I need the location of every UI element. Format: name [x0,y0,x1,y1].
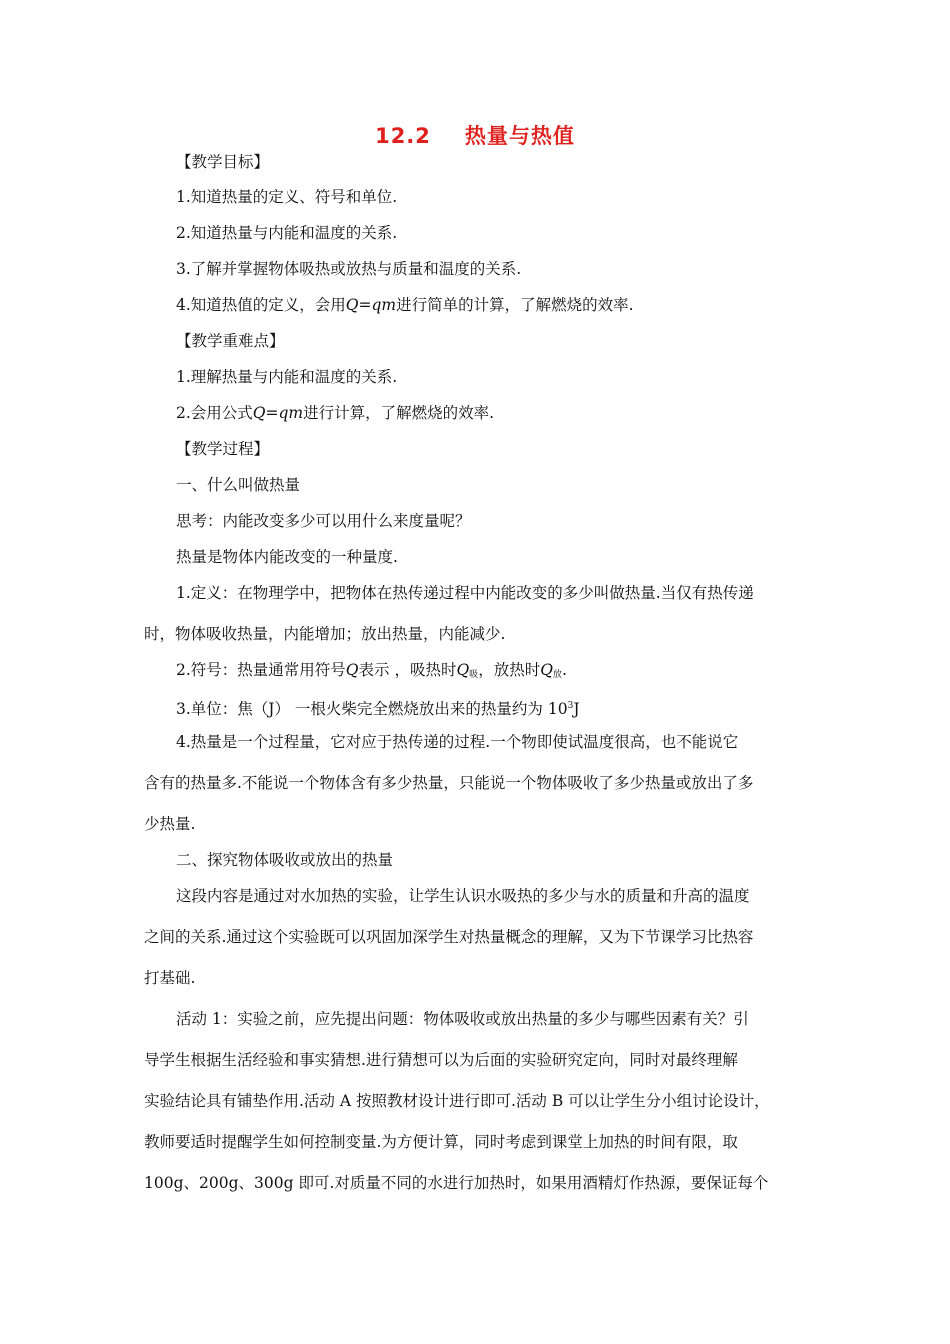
paragraph-line: 导学生根据生活经验和事实猜想.进行猜想可以为后面的实验研究定向，同时对最终理解 [144,1051,738,1069]
symbol-q: Q [345,661,359,679]
paragraph-line: 之间的关系.通过这个实验既可以巩固加深学生对热量概念的理解，又为下节课学习比热容 [144,928,754,946]
definition-line: 1.定义：在物理学中，把物体在热传递过程中内能改变的多少叫做热量.当仅有热传递 [176,584,754,602]
exponent: 3 [567,701,574,711]
subscript-release: 放 [552,670,562,680]
definition-line: 时，物体吸收热量，内能增加；放出热量，内能减少. [144,625,506,643]
goal-item: 2.知道热量与内能和温度的关系. [176,224,398,242]
symbol-end: . [561,661,567,679]
subscript-absorb: 吸 [469,670,479,680]
key-point-item: 1.理解热量与内能和温度的关系. [176,368,398,386]
symbol-line [176,660,567,685]
goal-item: 1.知道热量的定义、符号和单位. [176,188,398,206]
unit-line [176,696,580,719]
part2-title: 二、探究物体吸收或放出的热量 [176,851,394,869]
measure-statement: 热量是物体内能改变的一种量度. [176,548,398,566]
symbol-q: Q [540,661,553,679]
part1-title: 一、什么叫做热量 [176,476,301,494]
symbol-text-c: ，放热时 [478,661,541,679]
key2-text-b: 进行计算，了解燃烧的效率. [303,404,495,422]
goal4-text-b: 进行简单的计算，了解燃烧的效率. [396,296,634,314]
paragraph-line: 实验结论具有铺垫作用.活动 A 按照教材设计进行即可.活动 B 可以让学生分小组讨论设计， [144,1092,770,1110]
key-point-item [176,403,494,423]
paragraph-line: 100g、200g、300g 即可.对质量不同的水进行加热时，如果用酒精灯作热源，要保证每个 [144,1174,769,1192]
paragraph-line: 活动 1：实验之前，应先提出问题：物体吸收或放出热量的多少与哪些因素有关？引 [176,1010,749,1028]
formula: Q=qm [252,404,304,422]
paragraph-line: 教师要适时提醒学生如何控制变量.为方便计算，同时考虑到课堂上加热的时间有限，取 [144,1133,738,1151]
key-points-heading: 【教学重难点】 [176,332,285,350]
goal4-text-a: 4.知道热值的定义，会用 [176,296,346,314]
formula: Q=qm [345,296,397,314]
goal-item: 3.了解并掌握物体吸热或放热与质量和温度的关系. [176,260,522,278]
goal-item [176,295,634,315]
section-number: 12.2 [375,124,431,148]
paragraph-line: 这段内容是通过对水加热的实验，让学生认识水吸热的多少与水的质量和升高的温度 [176,887,750,905]
goals-heading: 【教学目标】 [176,153,270,171]
unit-text-a: 3.单位：焦（J） 一根火柴完全燃烧放出来的热量约为 10 [176,700,568,718]
process-heading: 【教学过程】 [176,440,270,458]
unit-text-b: J [573,700,580,718]
paragraph-line: 含有的热量多.不能说一个物体含有多少热量，只能说一个物体吸收了多少热量或放出了多 [144,774,754,792]
paragraph-line: 少热量. [144,815,196,833]
think-question: 思考：内能改变多少可以用什么来度量呢？ [176,512,471,530]
paragraph-line: 4.热量是一个过程量，它对应于热传递的过程.一个物即使试温度很高，也不能说它 [176,733,739,751]
section-title: 热量与热值 [464,124,575,148]
symbol-text-b: 表示 ，吸热时 [358,661,457,679]
key2-text-a: 2.会用公式 [176,404,253,422]
symbol-text-a: 2.符号：热量通常用符号 [176,661,346,679]
paragraph-line: 打基础. [144,969,196,987]
page-title [0,120,950,150]
symbol-q: Q [456,661,470,679]
